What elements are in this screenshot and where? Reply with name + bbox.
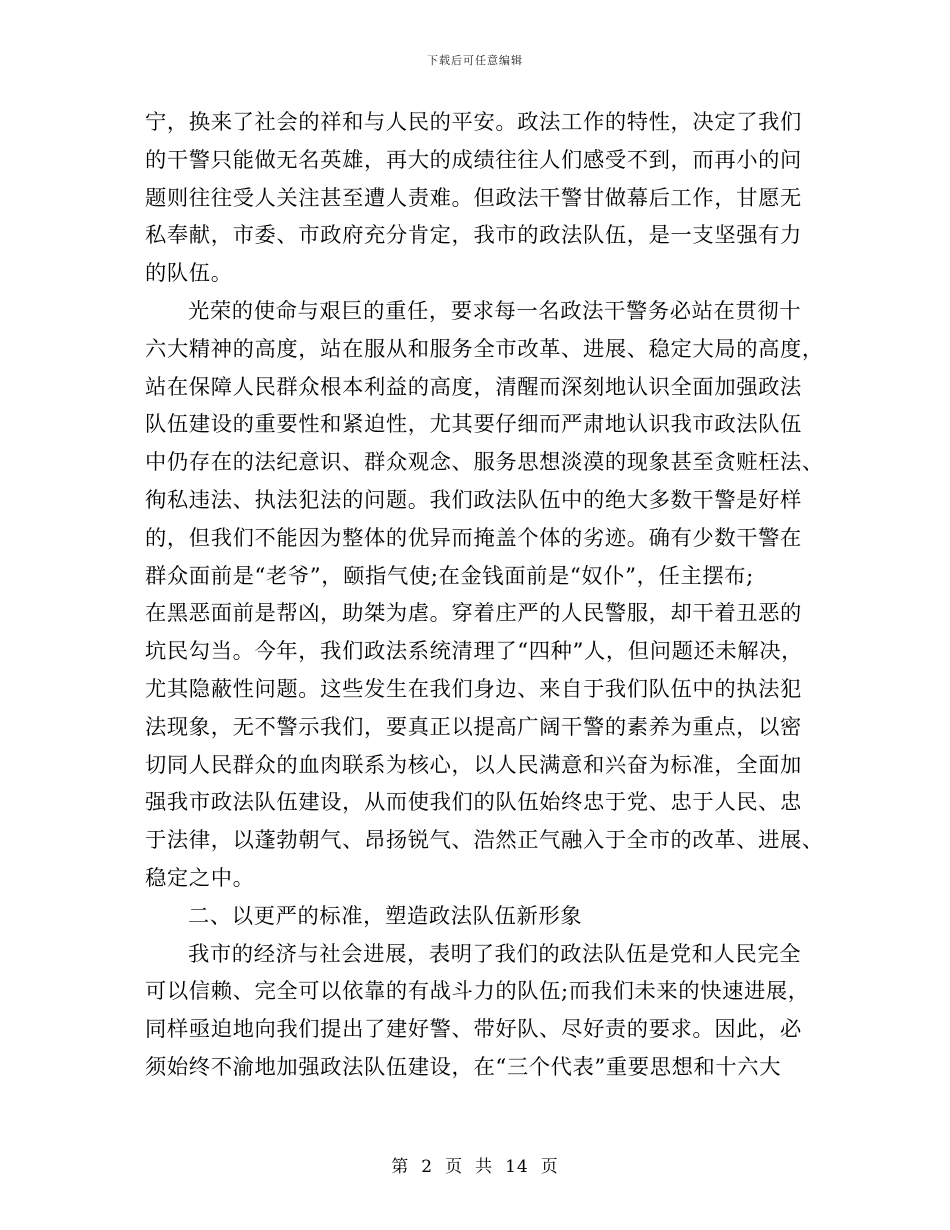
body-line: 我市的经济与社会进展，表明了我们的政法队伍是党和人民完全 xyxy=(188,941,802,967)
document-body xyxy=(145,104,824,1087)
body-line: 六大精神的高度，站在服从和服务全市改革、进展、稳定大局的高度， xyxy=(145,336,824,362)
body-line: 切同人民群众的血肉联系为核心，以人民满意和兴奋为标准，全面加 xyxy=(145,752,802,778)
body-line: 强我市政法队伍建设，从而使我们的队伍始终忠于党、忠于人民、忠 xyxy=(145,790,802,816)
body-line: 宁，换来了社会的祥和与人民的平安。政法工作的特性，决定了我们 xyxy=(145,110,802,135)
total-pages-number: 14 xyxy=(505,1157,529,1177)
body-line: 队伍建设的重要性和紧迫性，尤其要仔细而严肃地认识我市政法队伍 xyxy=(145,412,802,438)
body-line: 的队伍。 xyxy=(145,261,233,287)
body-line: 题则往往受人关注甚至遭人责难。但政法干警甘做幕后工作，甘愿无 xyxy=(145,185,802,211)
page-label-prefix: 第 xyxy=(391,1157,410,1177)
body-line: 同样亟迫地向我们提出了建好警、带好队、尽好责的要求。因此，必 xyxy=(145,1017,802,1043)
body-line: 中仍存在的法纪意识、群众观念、服务思想淡漠的现象甚至贪赃枉法、 xyxy=(145,450,824,476)
body-line: 法现象，无不警示我们，要真正以提高广阔干警的素养为重点，以密 xyxy=(145,714,802,740)
current-page-number: 2 xyxy=(421,1157,434,1177)
body-line: 的，但我们不能因为整体的优异而掩盖个体的劣迹。确有少数干警在 xyxy=(145,525,802,551)
page-footer xyxy=(0,1152,950,1177)
body-line: 可以信赖、完全可以依靠的有战斗力的队伍;而我们未来的快速进展， xyxy=(145,979,810,1005)
body-line: 坑民勾当。今年，我们政法系统清理了“四种”人，但问题还未解决， xyxy=(145,639,803,665)
body-line: 站在保障人民群众根本利益的高度，清醒而深刻地认识全面加强政法 xyxy=(145,374,802,400)
body-line: 稳定之中。 xyxy=(145,865,255,891)
body-line: 尤其隐蔽性问题。这些发生在我们身边、来自于我们队伍中的执法犯 xyxy=(145,676,802,702)
body-line: 徇私违法、执法犯法的问题。我们政法队伍中的绝大多数干警是好样 xyxy=(145,487,802,513)
total-label: 共 xyxy=(475,1157,494,1177)
body-line: 光荣的使命与艰巨的重任，要求每一名政法干警务必站在贯彻十 xyxy=(188,298,802,324)
body-line: 的干警只能做无名英雄，再大的成绩往往人们感受不到，而再小的问 xyxy=(145,147,802,173)
body-line: 在黑恶面前是帮凶，助桀为虐。穿着庄严的人民警服，却干着丑恶的 xyxy=(145,601,802,627)
page-label-mid: 页 xyxy=(445,1157,464,1177)
body-line: 须始终不渝地加强政法队伍建设，在“三个代表”重要思想和十六大 xyxy=(145,1054,782,1080)
page-header: 下载后可任意编辑 xyxy=(427,54,523,67)
body-line: 私奉献，市委、市政府充分肯定，我市的政法队伍，是一支坚强有力 xyxy=(145,223,802,249)
body-line: 于法律，以蓬勃朝气、昂扬锐气、浩然正气融入于全市的改革、进展、 xyxy=(145,828,824,854)
body-line: 群众面前是“老爷”，颐指气使;在金钱面前是“奴仆”，任主摆布; xyxy=(145,563,754,589)
page-label-suffix: 页 xyxy=(540,1157,559,1177)
section-heading: 二、以更严的标准，塑造政法队伍新形象 xyxy=(188,903,583,929)
